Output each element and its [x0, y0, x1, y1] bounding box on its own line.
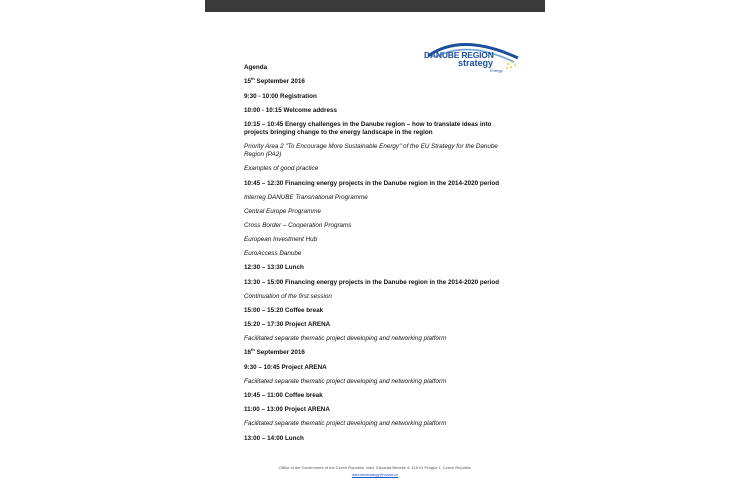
- viewer-top-bar: [205, 0, 545, 12]
- agenda-subitem: Interreg DANUBE Transnational Programme: [244, 194, 368, 201]
- agenda-item: 9:30 – 10:45 Project ARENA: [244, 364, 327, 371]
- agenda-subitem: EuroAccess Danube: [244, 250, 302, 257]
- agenda-item: 10:45 – 12:30 Financing energy projects in the Danube region in the 2014-2020 period: [244, 180, 500, 187]
- agenda-item: 10:00 - 10:15 Welcome address: [244, 107, 337, 114]
- agenda-subitem: European Investment Hub: [244, 236, 318, 243]
- agenda-subitem: Priority Area 2 "To Encourage More Sustainable Energy" of the EU Strategy for the Danube Region (PA2): [244, 143, 498, 158]
- agenda-subitem: Examples of good practice: [244, 165, 319, 172]
- agenda-item: 12:30 – 13:30 Lunch: [244, 264, 304, 271]
- agenda-subitem: Facilitated separate thematic project developing and networking platform: [244, 335, 447, 342]
- agenda-item: 15:00 – 15:20 Coffee break: [244, 307, 324, 314]
- logo-text-strategy: strategy: [458, 58, 494, 68]
- footer-address: Office of the Government of the Czech Republic, nábř. Edvarda Beneše 4, 118 01 Prague 1, Czech Republic: [279, 465, 471, 470]
- agenda-subitem: Facilitated separate thematic project developing and networking platform: [244, 378, 447, 385]
- agenda-subitem: Cross Border – Cooperation Programs: [244, 222, 352, 229]
- day2-date: 16th September 2016: [244, 346, 305, 356]
- logo-text-region: DANUBE REGION: [424, 50, 494, 60]
- agenda-subitem: Facilitated separate thematic project developing and networking platform: [244, 420, 447, 427]
- agenda-subitem: Central Europe Programme: [244, 208, 321, 215]
- danube-region-strategy-logo: [422, 38, 522, 72]
- footer-email-wrap: [205, 472, 545, 477]
- day1-date: 15th September 2016: [244, 75, 305, 85]
- agenda-item: 11:00 – 13:00 Project ARENA: [244, 406, 330, 413]
- logo-text-energy: Energy: [490, 68, 503, 73]
- agenda-item: 13:00 – 14:00 Lunch: [244, 435, 304, 442]
- agenda-item: 10:15 – 10:45 Energy challenges in the Danube region – how to translate ideas into projects bringing change to the energy landscape in the region: [244, 121, 492, 136]
- agenda-item: 10:45 – 11:00 Coffee break: [244, 392, 323, 399]
- agenda-item: 9:30 - 10:00 Registration: [244, 93, 317, 100]
- agenda-title: Agenda: [244, 64, 268, 71]
- agenda-item: 15:20 – 17:30 Project ARENA: [244, 321, 331, 328]
- agenda-item: 13:30 – 15:00 Financing energy projects in the Danube region in the 2014-2020 period: [244, 279, 500, 286]
- footer-email-link[interactable]: danubestrategy@vlada.cz: [351, 472, 399, 477]
- agenda-subitem: Continuation of the first session: [244, 293, 332, 300]
